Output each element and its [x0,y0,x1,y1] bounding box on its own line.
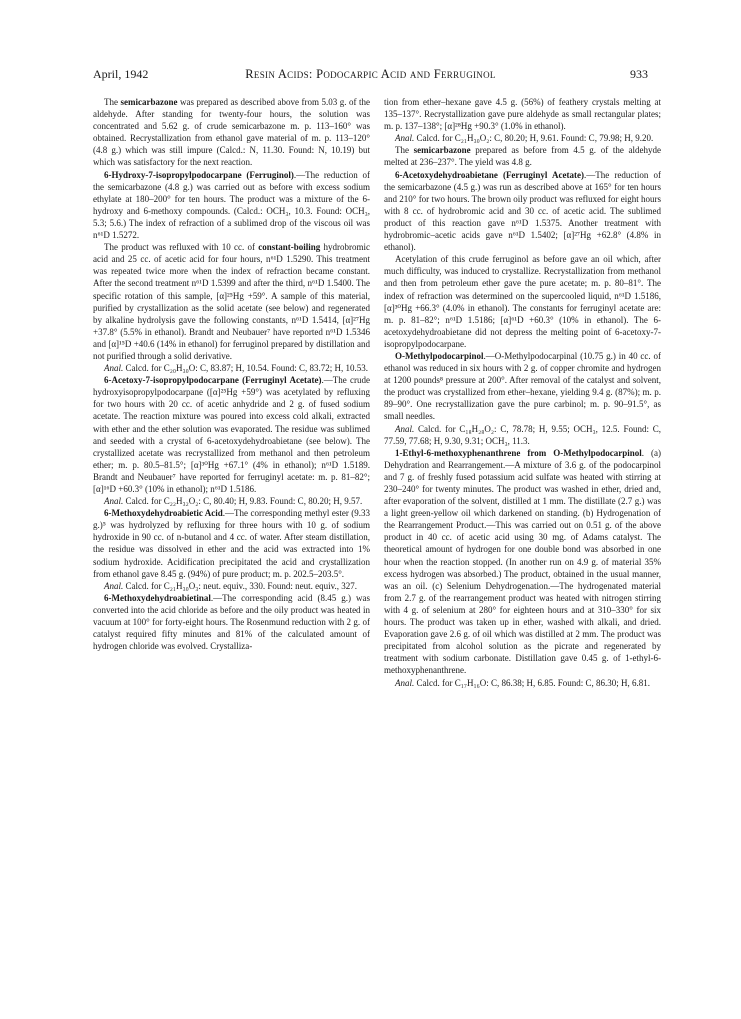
bold-heading: 6-Hydroxy-7-isopropylpodocarpane (Ferruginol) [104,169,294,180]
paragraph [384,447,661,677]
paragraph-text: . (a) Dehydration and Rearrangement.—A mixture of 3.6 g. of the podocarpinol and 7 g. of freshly fused potassium acid sulfate was heated with stirring at 230–240° for twenty minutes. The product was washed in ether, dried and, after evaporation of the solvent, distilled at 1 mm. The distillate (2.7 g.) was a light green-yellow oil which darkened on standing. (b) Hydrogenation of the Rearrangement Product.—This was carried out on 0.51 g. of the above product in 40 cc. of acetic acid using 30 mg. of Adams catalyst. The theoretical amount of hydrogen for one double bond was absorbed in one hour when the reaction stopped. (In another run on 4.9 g. of material 35% excess hydrogen was absorbed.) The product, obtained in the usual manner, was an oil. (c) Selenium Dehydrogenation.—The hydrogenated material from 2.7 g. of the rearrangement product was heated with nitrogen stirring with 4 g. of selenium at 280° for eighteen hours and at 310–330° for six hours. The product was taken up in ether, washed with alkali, and dried. Evaporation gave 2.6 g. of oil which was distilled at 2 mm. The product was precipitated from alcohol solution as the picrate and regenerated by treatment with sodium carbonate. Distillation gave 0.45 g. of 1-ethyl-6-methoxyphenanthrene. [384,447,661,676]
paragraph-text: .—The corresponding acid (8.45 g.) was converted into the acid chloride as before and the oily product was heated in vacuum at 100° for forty-eight hours. The Rosenmund reduction with 2 g. of catalyst required fifty minutes and 81% of the calculated amount of hydrogen chloride was evolved. Crystalliza- [93,592,370,652]
paragraph [384,169,661,254]
left-column [93,96,370,652]
paragraph-text: tion from ether–hexane gave 4.5 g. (56%) of feathery crystals melting at 135–137°. Recrystallization gave pure aldehyde as small rectangular plates; m. p. 137–138°; [α]²⁸Hg +90.3° (1.0% in ethanol). [384,97,661,132]
bold-heading: semicarbazone [120,97,178,107]
paragraph-text: Calcd. for C₁₇H₁₆O: C, 86.38; H, 6.85. Found: C, 86.30; H, 6.81. [414,677,651,688]
paragraph-text: was prepared as described above from 5.03 g. of the aldehyde. After standing for twenty-four hours, the solution was concentrated and 5.62 g. of crude semicarbazone m. p. 113–160° was obtained. Recrystallization from ethanol gave material of m. p. 113–120° (4.8 g.) which was still impure (Calcd.: N, 11.30. Found: N, 10.19) but which was satisfactory for the next reaction. [93,97,370,168]
bold-heading: 6-Acetoxy-7-isopropylpodocarpane (Ferruginyl Acetate) [104,375,322,386]
paragraph-text: Calcd. for C₂₁H₃₀O₃: neut. equiv., 330. Found: neut. equiv., 327. [123,580,357,591]
paragraph-text: hydrobromic acid and 25 cc. of acetic acid for four hours, n⁶¹D 1.5290. This treatment was repeated twice more when the index of refraction became constant. After the second treatment n⁶¹D 1.5399 and after the third, n⁶¹D 1.5400. The specific rotation of this sample, [α]²⁵Hg +59°. A sample of this material, purified by crystallization as the solid acetate (see below) and regenerated by alkaline hydrolysis gave the following constants, n⁶¹D 1.5414, [α]²⁷Hg +37.8° (5.5% in ethanol). Brandt and Neubauer⁷ have reported n⁶¹D 1.5346 and [α]¹⁵D +40.6 (14% in ethanol) for ferruginol prepared by distillation and not purified through a solid derivative. [93,242,370,361]
bold-heading: 6-Methoxydehydroabietinal [104,592,211,603]
paragraph [384,423,661,447]
bold-heading: 6-Methoxydehydroabietic Acid [104,508,223,519]
paragraph-text: .—O-Methylpodocarpinal (10.75 g.) in 40 cc. of ethanol was reduced in six hours with 2 g. of copper chromite and hydrogen at 1200 pounds⁸ pressure at 200°. After removal of the catalyst and solvent, the product was crystallized from ether–hexane, yielding 9.4 g. (87%); m. p. 89–90°. One recrystallization gave the pure carbinol; m. p. 90–91.5°, as small needles. [384,350,661,422]
paragraph [93,507,370,580]
right-column [384,96,661,689]
paragraph-lead-text: The [395,145,414,156]
paragraph [93,362,370,374]
paragraph [93,592,370,652]
paragraph [93,96,370,169]
paragraph [93,495,370,507]
running-header [93,66,648,82]
italic-label: Anal. [104,580,124,591]
bold-heading: 6-Acetoxydehydroabietane (Ferruginyl Acetate) [395,169,585,180]
paragraph-text: .—The crude hydroxyisopropylpodocarpane ([α]²⁵Hg +59°) was acetylated by refluxing for two hours with 20 cc. of acetic anhydride and 2 g. of fused sodium acetate. The reaction mixture was poured into excess cold alkali, extracted with ether and the ether solution was evaporated. The residue was sublimed and seeded with a crystal of 6-acetoxydehydroabietane (see below). The crystallized acetate was recrystallized from methanol and then petroleum ether; m. p. 80.5–81.5°; [α]³⁰Hg +67.1° (4% in ethanol); n⁶¹D 1.5189. Brandt and Neubauer⁷ have reported for ferruginyl acetate: m. p. 81–82°; [α]¹⁶D +60.3° (10% in ethanol); n⁶¹D 1.5186. [93,375,371,494]
paragraph [93,241,370,362]
paragraph [384,677,661,689]
paragraph-lead-text: The product was refluxed with 10 cc. of [104,242,259,253]
italic-label: Anal. [395,423,415,434]
paragraph-lead-text: The [104,97,121,107]
paragraph [384,350,661,423]
paragraph [384,96,661,132]
bold-heading: constant-boiling [258,242,321,253]
paragraph [93,580,370,592]
paragraph [384,144,661,168]
paragraph-lead-text: Acetylation of this crude ferruginol as before gave an oil which, after much difficulty, was induced to crystallize. Recrystallization from methanol and then from petroleum ether gave the pure acetate; m. p. 80–81°. The index of refraction was determined on the supercooled liquid, n⁶¹D 1.5186, [α]³⁰Hg +66.3° (4.0% in ethanol). The constants for ferruginyl acetate are: m. p. 81–82°; n⁶¹D 1.5186; [α]⁶¹D +60.3° (10% in ethanol). The 6-acetoxydehydroabietane did not depress the melting point of 6-acetoxy-7-isopropylpodocarpane. [384,254,661,349]
italic-label: Anal. [104,363,124,374]
paragraph-text: Calcd. for C₂₁H₃₀O₂: C, 80.20; H, 9.61. Found: C, 79.98; H, 9.20. [414,133,654,144]
paragraph [384,253,661,350]
italic-label: Anal. [104,496,124,507]
paragraph-text: .—The reduction of the semicarbazone (4.8 g.) was carried out as before with excess sodium ethylate at 180–200° for ten hours. The product was a mixture of the 6-hydroxy and 6-methoxy compounds. (Calcd.: OCH₃, 10.3. Found: OCH₃, 5.3; 5.6.) The index of refraction of a sublimed drop of the viscous oil was n⁶¹D 1.5272. [93,169,370,241]
bold-heading: semicarbazone [413,145,471,156]
bold-heading: 1-Ethyl-6-methoxyphenanthrene from O-Methylpodocarpinol [395,447,642,458]
paragraph-text: Calcd. for C₁₈H₂₈O₂: C, 78.78; H, 9.55; OCH₃, 12.5. Found: C, 77.59, 77.68; H, 9.30, 9.31; OCH₃, 11.3. [384,423,661,446]
italic-label: Anal. [395,133,415,144]
paragraph [93,169,370,242]
page-number: 933 [630,67,648,81]
paragraph-text: .—The corresponding methyl ester (9.33 g.)⁵ was hydrolyzed by refluxing for three hours with 10 g. of sodium hydroxide in 90 cc. of n-butanol and 4 cc. of water. After steam distillation, the residue was dissolved in ether and the acid was extracted into 1% sodium hydroxide. Acidification precipitated the acid and crystallization from ethanol gave 8.45 g. (94%) of pure product; m. p. 202.5–203.5°. [93,508,371,579]
paragraph-text: prepared as before from 4.5 g. of the aldehyde melted at 236–237°. The yield was 4.8 g. [384,145,661,168]
paragraph-text: Calcd. for C₂₀H₃₀O: C, 83.87; H, 10.54. Found: C, 83.72; H, 10.53. [123,363,369,374]
bold-heading: O-Methylpodocarpinol [395,350,484,361]
paragraph-text: .—The reduction of the semicarbazone (4.5 g.) was run as described above at 165° for ten hours and 210° for two hours. The brown oily product was refluxed for eight hours with 8 cc. of hydrobromic acid and 30 cc. of acetic acid. The sublimed product of this reaction gave n⁶¹D 1.5375. Another treatment with hydrobromic–acetic acids gave n⁶¹D 1.5402; [α]²⁷Hg +62.8° (4.8% in ethanol). [384,169,661,253]
paragraph [93,374,370,495]
running-title: Resin Acids: Podocarpic Acid and Ferruginol [245,67,496,81]
paragraph [384,132,661,144]
issue-date: April, 1942 [93,67,149,81]
paragraph-text: Calcd. for C₂₂H₃₂O₂: C, 80.40; H, 9.83. Found: C, 80.20; H, 9.57. [123,496,363,507]
italic-label: Anal. [395,677,415,688]
